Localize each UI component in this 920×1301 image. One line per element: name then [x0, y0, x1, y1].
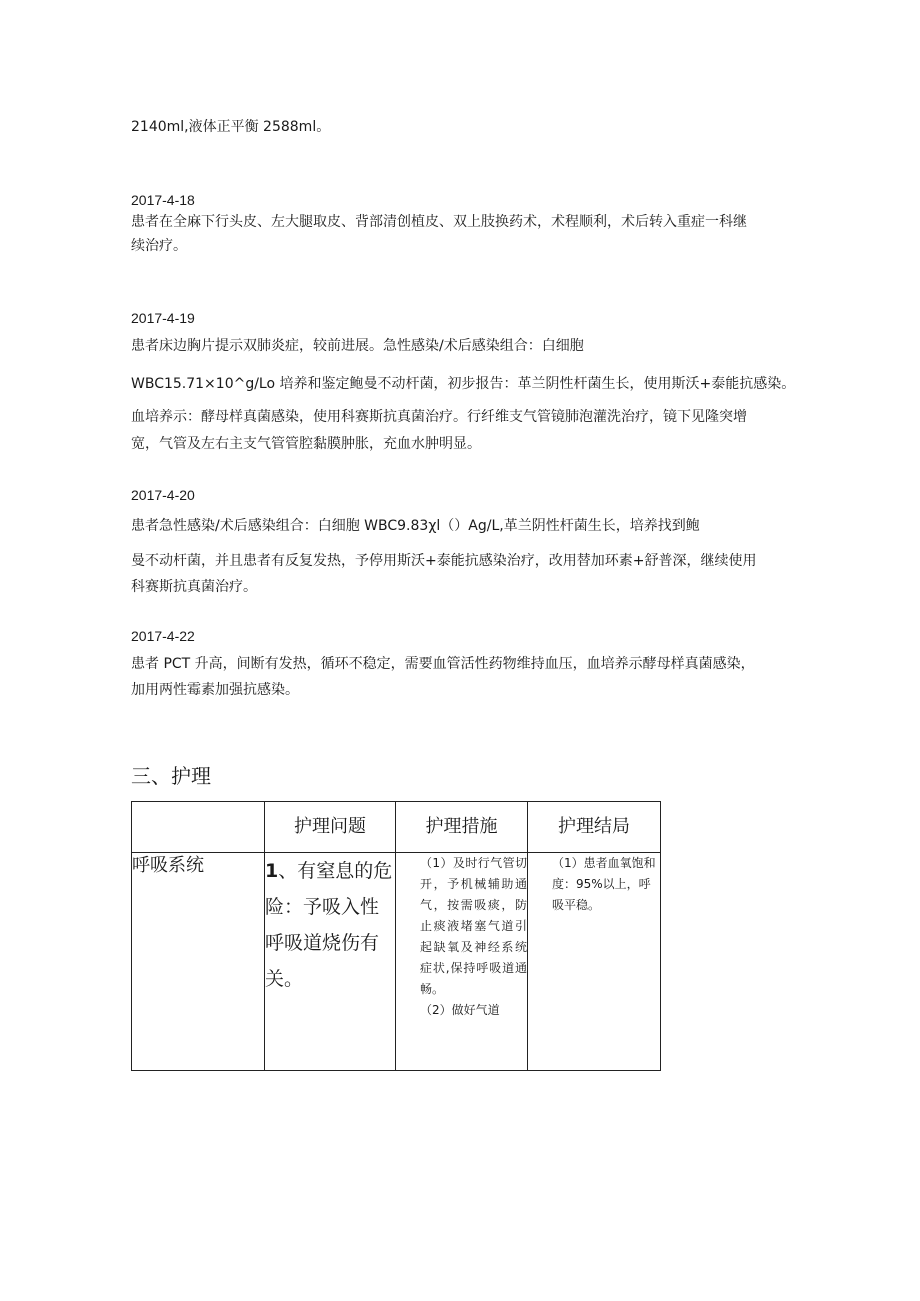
- entry-date: 2017-4-20: [131, 487, 195, 503]
- outcome-item: （1）患者血氧饱和度：95%以上，呼吸平稳。: [552, 856, 656, 912]
- entry-line: 患者床边胸片提示双肺炎症，较前进展。急性感染/术后感染组合：白细胞: [131, 338, 584, 354]
- measure-item: （2）做好气道: [420, 1003, 500, 1017]
- entry-line: 患者急性感染/术后感染组合：白细胞 WBC9.83χl（）Ag/L,革兰阴性杆菌生长，培养找到鲍: [131, 518, 700, 534]
- entry-line: 续治疗。: [131, 238, 187, 254]
- outcome-cell: [528, 853, 661, 1071]
- entry-line: 患者在全麻下行头皮、左大腿取皮、背部清创植皮、双上肢换药术，术程顺利，术后转入重症一科继: [131, 214, 747, 230]
- entry-date: 2017-4-18: [131, 192, 195, 208]
- nursing-table: [131, 801, 661, 1071]
- header-cell-empty: [132, 802, 265, 853]
- entry-date: 2017-4-22: [131, 628, 195, 644]
- entry-line: 加用两性霉素加强抗感染。: [131, 682, 299, 698]
- entry-line: WBC15.71×10^g/Lo 培养和鉴定鲍曼不动杆菌，初步报告：革兰阴性杆菌生长，使用斯沃+泰能抗感染。: [131, 376, 796, 392]
- header-cell-measures: 护理措施: [396, 802, 528, 853]
- problem-cell: [265, 853, 396, 1071]
- entry-line: 血培养示：酵母样真菌感染，使用科赛斯抗真菌治疗。行纤维支气管镜肺泡灌洗治疗，镜下见隆突增: [131, 409, 747, 425]
- entry-date: 2017-4-19: [131, 310, 195, 326]
- entry-line: 患者 PCT 升高，间断有发热，循环不稳定，需要血管活性药物维持血压，血培养示酵母样真菌感染，: [131, 656, 755, 672]
- system-cell: 呼吸系统: [132, 853, 265, 1071]
- table-row: [132, 853, 661, 1071]
- header-cell-outcome: 护理结局: [528, 802, 661, 853]
- top-line: 2140ml,液体正平衡 2588ml。: [131, 119, 331, 135]
- measure-item: （1）及时行气管切开，予机械辅助通气，按需吸痰，防止痰液堵塞气道引起缺氧及神经系统症状,保持呼吸道通畅。: [420, 856, 527, 996]
- entry-line: 曼不动杆菌，并且患者有反复发热，予停用斯沃+泰能抗感染治疗，改用替加环素+舒普深，继续使用: [131, 553, 757, 569]
- section-title: 三、护理: [131, 764, 211, 788]
- entry-line: 宽，气管及左右主支气管管腔黏膜肿胀，充血水肿明显。: [131, 436, 481, 452]
- measures-cell: [396, 853, 528, 1071]
- header-cell-problem: 护理问题: [265, 802, 396, 853]
- entry-line: 科赛斯抗真菌治疗。: [131, 579, 257, 595]
- problem-text: 、有窒息的危险：予吸入性呼吸道烧伤有关。: [265, 860, 393, 990]
- problem-number: 1: [265, 860, 279, 882]
- table-header-row: [132, 802, 661, 853]
